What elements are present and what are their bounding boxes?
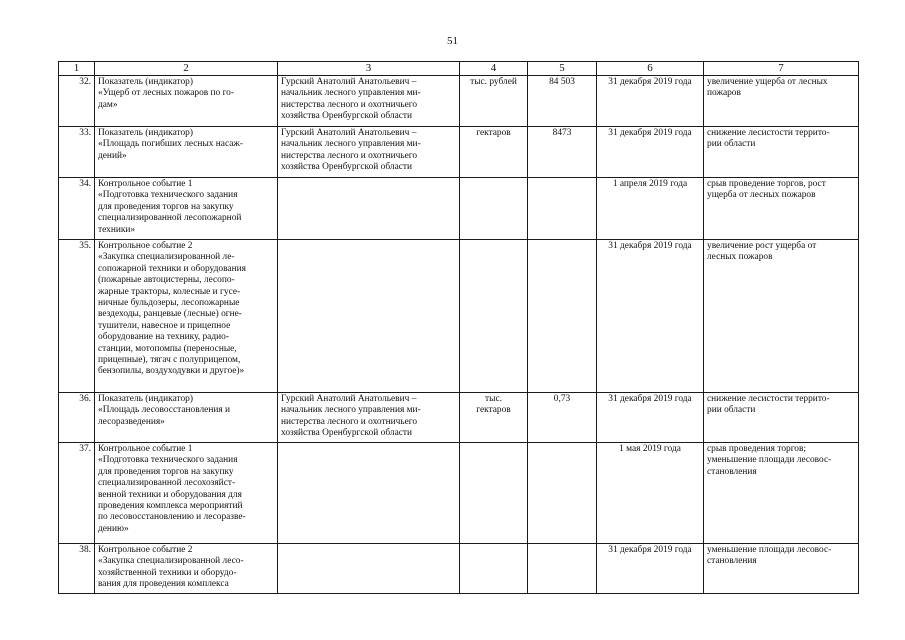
row-number: 36. [59, 393, 95, 443]
column-header-4: 4 [460, 62, 528, 76]
row-deadline: 1 апреля 2019 года [597, 178, 704, 240]
table-row [59, 443, 859, 544]
row-name: Показатель (индикатор) «Площадь лесовосстановления и лесоразведения» [95, 393, 278, 443]
row-value: 0,73 [528, 393, 597, 443]
row-responsible [278, 240, 460, 393]
row-deadline: 1 мая 2019 года [597, 443, 704, 544]
row-unit [460, 178, 528, 240]
row-risk: снижение лесистости террито- рии области [704, 393, 859, 443]
row-unit [460, 544, 528, 594]
row-unit: тыс. гектаров [460, 393, 528, 443]
table-row [59, 544, 859, 594]
table-row [59, 127, 859, 178]
row-name: Контрольное событие 1 «Подготовка технического задания для проведения торгов на закупку специализированной лесопожарной техники» [95, 178, 278, 240]
column-header-6: 6 [597, 62, 704, 76]
row-value: 8473 [528, 127, 597, 178]
row-responsible [278, 544, 460, 594]
column-header-2: 2 [95, 62, 278, 76]
table-row [59, 178, 859, 240]
plan-table [58, 61, 859, 594]
row-risk: срыв проведения торгов; уменьшение площади лесовос- становления [704, 443, 859, 544]
row-responsible [278, 178, 460, 240]
row-number: 37. [59, 443, 95, 544]
row-number: 38. [59, 544, 95, 594]
row-value [528, 443, 597, 544]
row-number: 35. [59, 240, 95, 393]
row-name: Показатель (индикатор) «Площадь погибших лесных насаж- дений» [95, 127, 278, 178]
row-unit: тыс. рублей [460, 76, 528, 127]
table-row [59, 76, 859, 127]
column-header-5: 5 [528, 62, 597, 76]
row-value [528, 178, 597, 240]
table-row [59, 240, 859, 393]
table-row [59, 393, 859, 443]
row-name: Показатель (индикатор) «Ущерб от лесных пожаров по го- дам» [95, 76, 278, 127]
row-unit [460, 240, 528, 393]
row-risk: срыв проведение торгов, рост ущерба от лесных пожаров [704, 178, 859, 240]
column-header-7: 7 [704, 62, 859, 76]
row-value [528, 544, 597, 594]
row-name: Контрольное событие 2 «Закупка специализированной ле- сопожарной техники и оборудования (пожарные автоцистерны, лесопо- жарные тракторы, колесные и гусе- ничные бульдозеры, лесопожарные вездеходы, ранцевые (лесные) огне- тушители, навесное и прицепное оборудование на технику, радио- станции, мотопомпы (переносные, прицепные), тягач с полуприцепом, бензопилы, воздуходувки и другое)» [95, 240, 278, 393]
header-row [59, 62, 859, 76]
row-deadline: 31 декабря 2019 года [597, 240, 704, 393]
row-deadline: 31 декабря 2019 года [597, 544, 704, 594]
row-number: 33. [59, 127, 95, 178]
row-number: 32. [59, 76, 95, 127]
row-value: 84 503 [528, 76, 597, 127]
page-number: 51 [447, 35, 458, 47]
row-deadline: 31 декабря 2019 года [597, 76, 704, 127]
row-risk: увеличение рост ущерба от лесных пожаров [704, 240, 859, 393]
row-risk: увеличение ущерба от лесных пожаров [704, 76, 859, 127]
row-value [528, 240, 597, 393]
row-unit [460, 443, 528, 544]
row-risk: уменьшение площади лесовос- становления [704, 544, 859, 594]
row-name: Контрольное событие 1 «Подготовка технического задания для проведения торгов на закупку специализированной лесохозяйст- венной техники и оборудования для проведения комплекса мероприятий по лесовосстановлению и лесоразве- дению» [95, 443, 278, 544]
row-number: 34. [59, 178, 95, 240]
row-responsible [278, 443, 460, 544]
row-responsible: Гурский Анатолий Анатольевич – начальник лесного управления ми- нистерства лесного и охотничьего хозяйства Оренбургской области [278, 127, 460, 178]
row-responsible: Гурский Анатолий Анатольевич – начальник лесного управления ми- нистерства лесного и охотничьего хозяйства Оренбургской области [278, 76, 460, 127]
row-deadline: 31 декабря 2019 года [597, 127, 704, 178]
row-name: Контрольное событие 2 «Закупка специализированной лесо- хозяйственной техники и оборудо- вания для проведения комплекса [95, 544, 278, 594]
column-header-3: 3 [278, 62, 460, 76]
column-header-1: 1 [59, 62, 95, 76]
row-unit: гектаров [460, 127, 528, 178]
row-deadline: 31 декабря 2019 года [597, 393, 704, 443]
row-responsible: Гурский Анатолий Анатольевич – начальник лесного управления ми- нистерства лесного и охотничьего хозяйства Оренбургской области [278, 393, 460, 443]
row-risk: снижение лесистости террито- рии области [704, 127, 859, 178]
